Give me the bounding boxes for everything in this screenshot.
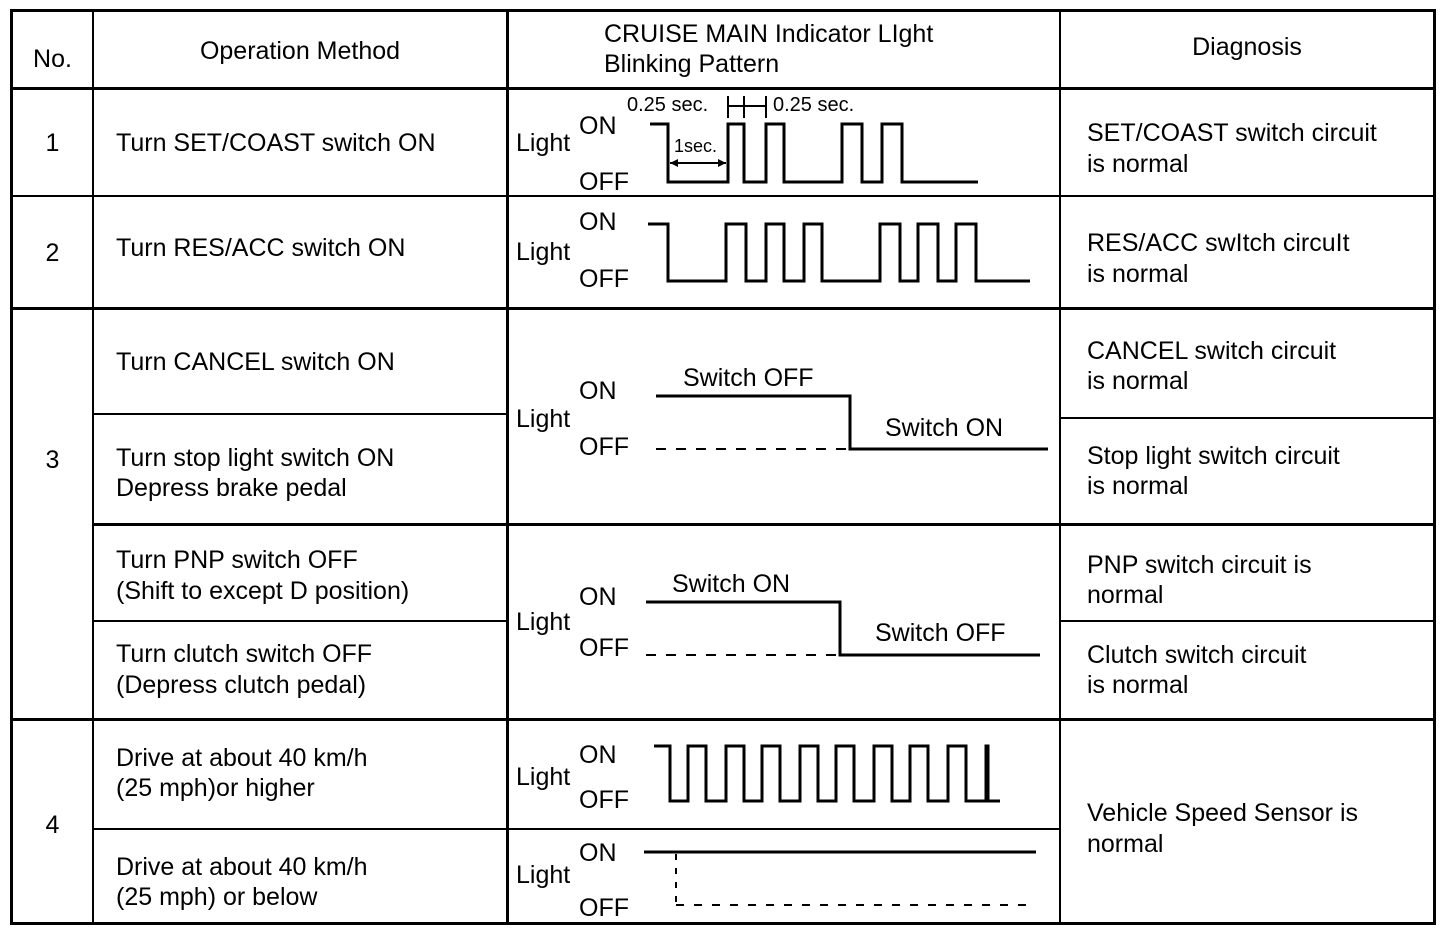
- row1-no: 1: [45, 129, 60, 157]
- row4-lower-off-label: OFF: [579, 894, 629, 922]
- row3b-diagnosis-line1: Stop light switch circuit: [1087, 442, 1340, 470]
- header-pattern-line1: CRUISE MAIN Indicator LIght: [604, 20, 934, 48]
- row3-upper-switch-off-label: Switch OFF: [683, 364, 814, 392]
- row3b-diagnosis-line2: is normal: [1087, 472, 1189, 500]
- row3-upper-off-label: OFF: [579, 433, 629, 461]
- row3-lower-on-label: ON: [579, 583, 617, 611]
- row3-lower-light-label: Light: [516, 608, 571, 636]
- row3b-operation-line2: Depress brake pedal: [116, 474, 347, 502]
- row1-light-label: Light: [516, 129, 571, 157]
- row4-no: 4: [45, 811, 60, 839]
- row3a-diagnosis-line2: is normal: [1087, 367, 1189, 395]
- row3d-operation-line1: Turn clutch switch OFF: [116, 640, 373, 668]
- row3b-operation-line1: Turn stop light switch ON: [116, 444, 395, 472]
- row2-off-label: OFF: [579, 265, 629, 293]
- header-operation: Operation Method: [199, 37, 401, 65]
- row4-diagnosis-line1: Vehicle Speed Sensor is: [1087, 799, 1359, 827]
- row3-upper-switch-on-label: Switch ON: [885, 414, 1004, 442]
- row4-lower-on-label: ON: [579, 839, 617, 867]
- header-pattern-line2: Blinking Pattern: [604, 50, 780, 78]
- row2-diagnosis-line1: RES/ACC swItch circuIt: [1087, 229, 1350, 257]
- row4b-operation-line1: Drive at about 40 km/h: [116, 853, 368, 881]
- row3a-diagnosis-line1: CANCEL switch circuit: [1087, 337, 1337, 365]
- row4a-operation-line1: Drive at about 40 km/h: [116, 744, 368, 772]
- row3-upper-on-label: ON: [579, 377, 617, 405]
- row1-diagnosis-line1: SET/COAST switch circuit: [1087, 119, 1377, 147]
- row3-no: 3: [45, 446, 60, 474]
- row4b-operation-line2: (25 mph) or below: [116, 883, 318, 911]
- row2-light-label: Light: [516, 238, 571, 266]
- row1-on-label: ON: [579, 112, 617, 140]
- row1-quarter-sec-label-b: 0.25 sec.: [773, 94, 855, 116]
- header-no: No.: [33, 45, 72, 73]
- row3d-diagnosis-line1: Clutch switch circuit: [1087, 641, 1307, 669]
- row1-one-sec-label: 1sec.: [674, 136, 718, 156]
- row4-lower-light-label: Light: [516, 861, 571, 889]
- row3c-operation-line1: Turn PNP switch OFF: [116, 546, 358, 574]
- row3-upper-light-label: Light: [516, 405, 571, 433]
- row1-operation: Turn SET/COAST switch ON: [116, 129, 436, 157]
- row3a-operation: Turn CANCEL switch ON: [116, 348, 395, 376]
- row2-operation: Turn RES/ACC switch ON: [116, 234, 406, 262]
- row3-lower-off-label: OFF: [579, 634, 629, 662]
- row3d-diagnosis-line2: is normal: [1087, 671, 1189, 699]
- row2-on-label: ON: [579, 208, 617, 236]
- row3d-operation-line2: (Depress clutch pedal): [116, 671, 367, 699]
- row1-diagnosis-line2: is normal: [1087, 150, 1189, 178]
- row4-upper-off-label: OFF: [579, 786, 629, 814]
- row3c-operation-line2: (Shift to except D position): [116, 577, 410, 605]
- row4a-operation-line2: (25 mph)or higher: [116, 774, 315, 802]
- row1-quarter-sec-label-a: 0.25 sec.: [627, 94, 709, 116]
- row4-diagnosis-line2: normal: [1087, 830, 1164, 858]
- row2-no: 2: [45, 239, 60, 267]
- row3-lower-switch-off-label: Switch OFF: [875, 619, 1006, 647]
- row2-diagnosis-line2: is normal: [1087, 260, 1189, 288]
- row4-upper-on-label: ON: [579, 741, 617, 769]
- row3c-diagnosis-line2: normal: [1087, 581, 1164, 609]
- row1-off-label: OFF: [579, 168, 629, 196]
- row3-lower-switch-on-label: Switch ON: [672, 570, 791, 598]
- header-diagnosis: Diagnosis: [1192, 33, 1302, 61]
- row3c-diagnosis-line1: PNP switch circuit is: [1087, 551, 1312, 579]
- row4-upper-light-label: Light: [516, 763, 571, 791]
